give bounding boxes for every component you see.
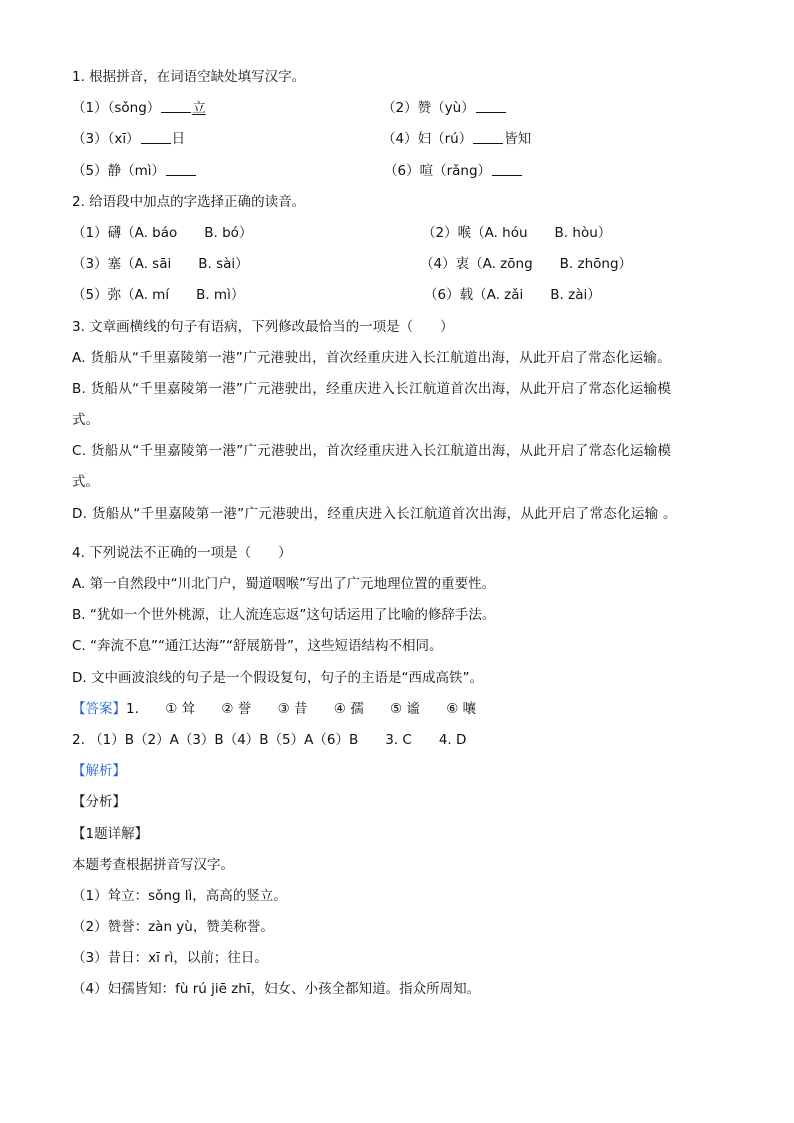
q3-option-c-line1: C. 货船从“千里嘉陵第一港”广元港驶出，首次经重庆进入长江航道出海，从此开启了常态化运输模	[72, 443, 672, 460]
q4-option-a: A. 第一自然段中“川北门户，蜀道咽喉”写出了广元地理位置的重要性。	[72, 576, 496, 592]
q1-row-1	[72, 93, 722, 124]
q3-option-d: D. 货船从“千里嘉陵第一港”广元港驶出，经重庆进入长江航道首次出海，从此开启了常态化运输 。	[72, 505, 677, 522]
analysis-label: 【解析】	[72, 763, 126, 780]
answer-blank	[492, 161, 522, 176]
q2-row-3	[72, 280, 722, 311]
q4-title: 4. 下列说法不正确的一项是（ ）	[72, 544, 292, 561]
q2-row-1	[72, 218, 722, 249]
answer-label: 【答案】	[72, 700, 126, 717]
analysis-fenxi: 【分析】	[72, 794, 126, 811]
answer-line-2: 2. （1）B（2）A（3）B（4）B（5）A（6）B 3. C 4. D	[72, 731, 467, 748]
q1-item-2: （2）赞（yù）	[382, 93, 507, 124]
q1-item-4: （4）妇（rú） 皆知	[382, 131, 532, 148]
q1-item-1: （1）（sǒng） 立	[72, 100, 206, 117]
document-page	[72, 62, 722, 1006]
q2-item-3: （3）塞（A. sāi B. sài）	[72, 256, 249, 273]
q1-item-3: （3）（xī） 日	[72, 131, 186, 148]
answer-item: ⑥ 嚷	[446, 700, 477, 717]
q2-item-2: （2）喉（A. hóu B. hòu）	[422, 224, 612, 241]
answer-blank	[166, 161, 196, 176]
q4-option-c: C. “奔流不息”“通江达海”“舒展筋骨”，这些短语结构不相同。	[72, 638, 443, 655]
q2-item-5: （5）弥（A. mí B. mì）	[72, 287, 245, 304]
answer-blank	[473, 129, 503, 144]
answer-item: ① 耸	[165, 700, 196, 717]
analysis-intro: 本题考查根据拼音写汉字。	[72, 856, 234, 873]
q2-title: 2. 给语段中加点的字选择正确的读音。	[72, 193, 306, 210]
q1-item-6: （6）喧（rǎng）	[384, 156, 523, 187]
q4-option-b: B. “犹如一个世外桃源，让人流连忘返”这句话运用了比喻的修辞手法。	[72, 607, 496, 624]
answer-lead: 1.	[126, 700, 139, 717]
analysis-detail-heading: 【1题详解】	[72, 825, 149, 842]
analysis-line-2: （2）赞誉：zàn yù，赞美称誉。	[72, 919, 274, 936]
q2-item-1: （1）礴（A. báo B. bó）	[72, 224, 253, 241]
answer-item: ④ 孺	[333, 700, 364, 717]
analysis-line-1: （1）耸立：sǒng lì，高高的竖立。	[72, 887, 287, 904]
q2-item-4: （4）衷（A. zōng B. zhōng）	[420, 256, 633, 273]
q1-title: 1. 根据拼音，在词语空缺处填写汉字。	[72, 69, 306, 85]
q3-option-c-line2: 式。	[72, 474, 99, 491]
q3-option-a: A. 货船从“千里嘉陵第一港”广元港驶出，首次经重庆进入长江航道出海，从此开启了常态化运输。	[72, 349, 671, 366]
q2-row-2	[72, 249, 722, 280]
q1-row-3	[72, 156, 722, 187]
q4-option-d: D. 文中画波浪线的句子是一个假设复句，句子的主语是“西成高铁”。	[72, 669, 483, 686]
answer-blank	[161, 98, 191, 113]
q3-option-b-line2: 式。	[72, 412, 99, 429]
answer-row	[72, 694, 722, 725]
analysis-line-4: （4）妇孺皆知：fù rú jiē zhī，妇女、小孩全都知道。指众所周知。	[72, 981, 481, 998]
q3-title: 3. 文章画横线的句子有语病，下列修改最恰当的一项是（ ）	[72, 318, 454, 335]
q1-item-5: （5）静（mì）	[72, 163, 197, 179]
answer-item: ② 誉	[221, 700, 252, 717]
q1-row-2	[72, 124, 722, 155]
answer-blank	[476, 98, 506, 113]
analysis-line-3: （3）昔日：xī rì，以前；往日。	[72, 950, 268, 967]
answer-item: ③ 昔	[277, 700, 308, 717]
q2-item-6: （6）载（A. zǎi B. zài）	[424, 287, 601, 304]
answer-item: ⑤ 谧	[390, 700, 420, 717]
answer-blank	[141, 129, 171, 144]
q3-option-b-line1: B. 货船从“千里嘉陵第一港”广元港驶出，经重庆进入长江航道首次出海，从此开启了常态化运输模	[72, 380, 672, 397]
